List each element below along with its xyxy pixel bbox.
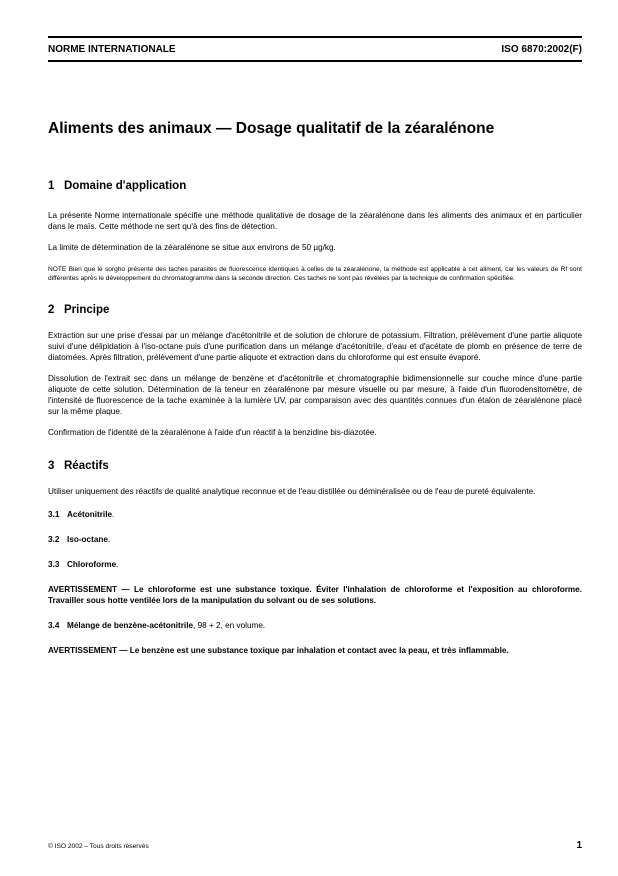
running-header <box>48 38 582 60</box>
section-2-heading <box>48 304 582 316</box>
subclause-label: Chloroforme <box>67 560 117 569</box>
paragraph: Extraction sur une prise d'essai par un mélange d'acétonitrile et de solution de chlorure de potassium. Filtration, prélèvement d'une partie aliquote suivi d'une délipidation à l'iso-octane puis d'une purification dans un mélange d'acétonitrile, d'eau et d'acétate de plomb en présence de terre de diatomées. Après filtration, prélèvement d'une partie aliquote et extraction dans du chloroforme qui est ensuite évaporé. <box>48 331 582 362</box>
subclause-3-1 <box>48 510 582 519</box>
subclause-number: 3.4 <box>48 621 60 630</box>
header-standard-type: NORME INTERNATIONALE <box>48 44 176 55</box>
section-3-heading <box>48 460 582 472</box>
copyright-notice: © ISO 2002 – Tous droits réservés <box>48 843 149 850</box>
subclause-number: 3.1 <box>48 510 60 519</box>
section-title: Principe <box>64 304 110 316</box>
header-standard-number: ISO 6870:2002(F) <box>501 44 582 55</box>
section-title: Domaine d'application <box>64 180 187 192</box>
subclause-3-3 <box>48 560 582 569</box>
paragraph: La présente Norme internationale spécifie une méthode qualitative de dosage de la zéaralénone dans les aliments des animaux et en particulier dans le maïs. Cette méthode ne sert qu'à des fins de détection. <box>48 211 582 231</box>
paragraph: Dissolution de l'extrait sec dans un mélange de benzène et d'acétonitrile et chromatographie bidimensionnelle sur couche mince d'une partie aliquote de cette solution. Détermination de la teneur en zéaralénone par mesure visuelle ou par mesure, à l'aide d'un fluorodensitomètre, de l'intensité de fluorescence de la tache examinée à la lumière UV, par comparaison avec des quantités connues d'un étalon de zéaralénone placé sur la même plaque. <box>48 374 582 416</box>
page-number: 1 <box>576 840 582 851</box>
warning-chloroform: AVERTISSEMENT — Le chloroforme est une substance toxique. Éviter l'inhalation de chloroforme et l'exposition au chloroforme. Travailler sous hotte ventilée lors de la manipulation du solvant ou de ses solutions. <box>48 585 582 605</box>
header-rule-bottom <box>48 60 582 62</box>
subclause-label: Iso-octane <box>67 535 108 544</box>
subclause-3-4 <box>48 621 582 630</box>
subclause-3-2 <box>48 535 582 544</box>
page-footer <box>48 840 582 851</box>
section-number: 2 <box>48 304 55 316</box>
subclause-tail: , 98 + 2, en volume. <box>193 621 266 630</box>
warning-benzene: AVERTISSEMENT — Le benzène est une substance toxique par inhalation et contact avec la peau, et très inflammable. <box>48 646 509 655</box>
subclause-label: Mélange de benzène-acétonitrile <box>67 621 194 630</box>
section-number: 1 <box>48 180 55 192</box>
subclause-number: 3.2 <box>48 535 60 544</box>
section-title: Réactifs <box>64 460 109 472</box>
subclause-number: 3.3 <box>48 560 60 569</box>
note: NOTE Bien que le sorgho présente des taches parasites de fluorescence identiques à celles de la zéaralénone, la méthode est applicable à cet aliment, car les valeurs de Rf sont différentes après le développement du chromatogramme dans la seconde direction. Ces taches ne sont pas révélées par la technique de confirmation spécifiée. <box>48 266 582 282</box>
paragraph: La limite de détermination de la zéaralénone se situe aux environs de 50 µg/kg. <box>48 243 336 252</box>
document-title: Aliments des animaux — Dosage qualitatif de la zéaralénone <box>48 120 495 137</box>
subclause-tail: . <box>116 560 119 569</box>
document-page <box>48 36 582 656</box>
subclause-tail: . <box>107 535 111 544</box>
section-number: 3 <box>48 460 55 472</box>
subclause-tail: . <box>112 510 115 519</box>
section-1-heading <box>48 180 582 192</box>
paragraph: Utiliser uniquement des réactifs de qualité analytique reconnue et de l'eau distillée ou déminéralisée ou de l'eau de pureté équivalente. <box>48 487 536 496</box>
subclause-label: Acétonitrile <box>67 510 113 519</box>
paragraph: Confirmation de l'identité de la zéaralénone à l'aide d'un réactif à la benzidine bis-diazotée. <box>48 428 377 437</box>
